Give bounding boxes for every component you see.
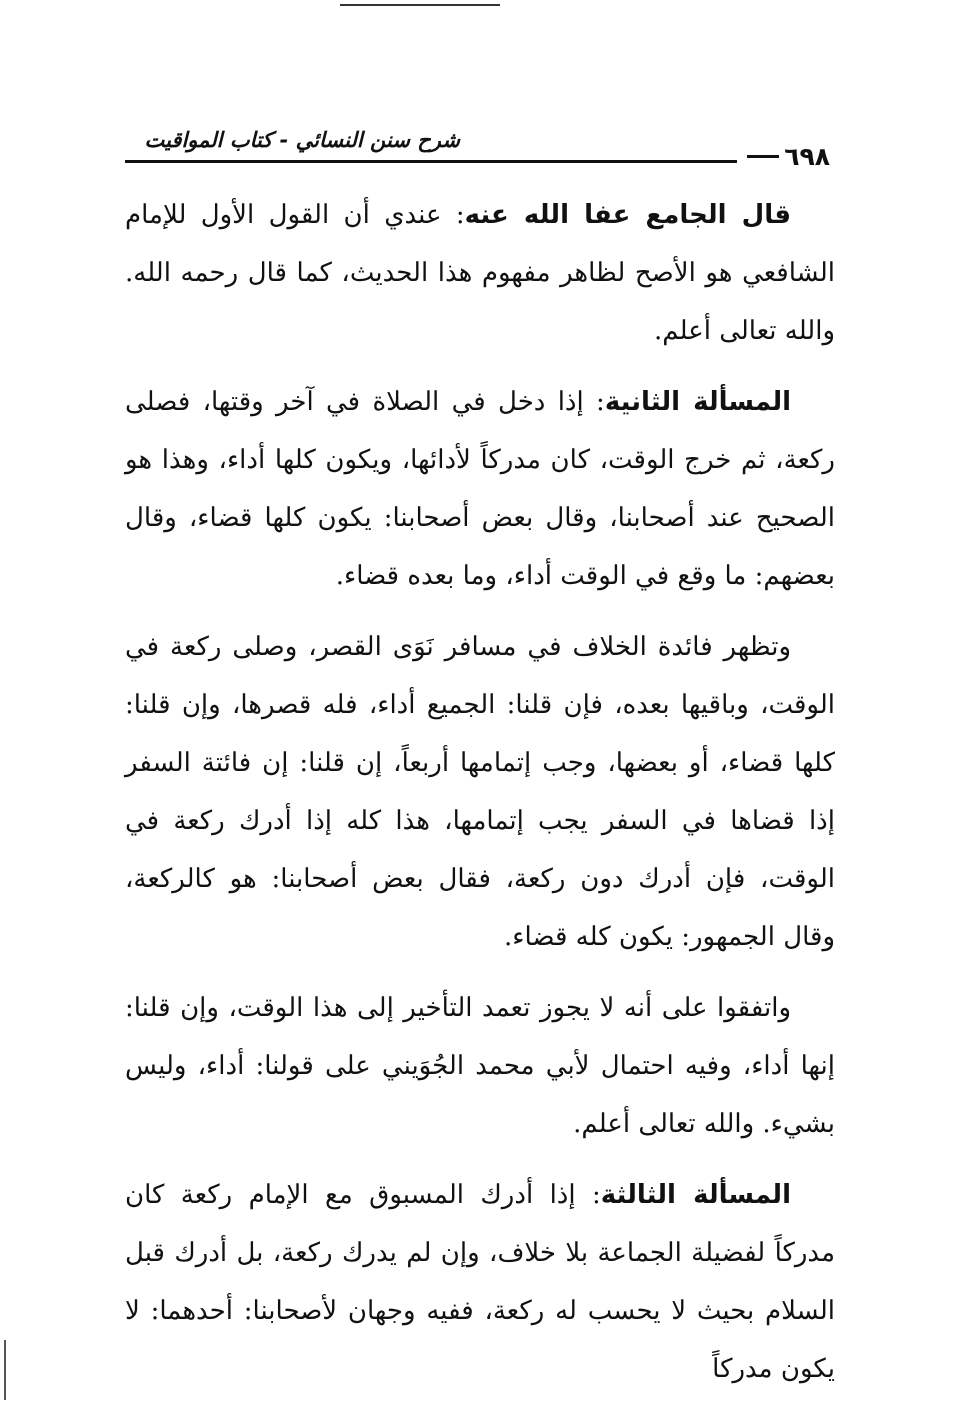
paragraph-text: وتظهر فائدة الخلاف في مسافر نَوَى القصر، وصلى ركعة في الوقت، وباقيها بعده، فإن قلنا: الجميع أداء، فله قصرها، وإن قلنا: كلها قضاء، أو بعضها، وجب إتمامها أربعاً، إن قلنا: إن فائتة السفر إذا قضاها في السفر يجب إتمامها، هذا كله إذا أدرك ركعة في الوقت، فإن أدرك دون ركعة، فقال بعض أصحابنا: هو كالركعة، وقال الجمهور: يكون كله قضاء. xyxy=(125,632,835,952)
paragraph-2 xyxy=(125,373,835,605)
running-title: شرح سنن النسائي - كتاب المواقيت xyxy=(144,128,460,152)
paragraph-text: : إذا أدرك المسبوق مع الإمام ركعة كان مدركاً لفضيلة الجماعة بلا خلاف، وإن لم يدرك ركعة، بل أدرك قبل السلام بحيث لا يحسب له ركعة، ففيه وجهان لأصحابنا: أحدهما: لا يكون مدركاً xyxy=(125,1180,835,1384)
paragraph-text: : إذا دخل في الصلاة في آخر وقتها، فصلى ركعة، ثم خرج الوقت، كان مدركاً لأدائها، ويكون كلها أداء، وهذا هو الصحيح عند أصحابنا، وقال بعض أصحابنا: يكون كلها قضاء، وقال بعضهم: ما وقع في الوقت أداء، وما بعده قضاء. xyxy=(125,387,835,591)
paragraph-1 xyxy=(125,186,835,360)
running-header xyxy=(125,120,830,176)
paragraph-3 xyxy=(125,618,835,966)
top-scan-rule xyxy=(340,4,500,6)
left-scan-edge xyxy=(4,1340,6,1400)
paragraph-lead: المسألة الثانية xyxy=(604,387,791,417)
paragraph-lead: المسألة الثالثة xyxy=(600,1180,791,1210)
page-number-dash xyxy=(747,155,779,158)
paragraph-text: واتفقوا على أنه لا يجوز تعمد التأخير إلى هذا الوقت، وإن قلنا: إنها أداء، وفيه احتمال لأبي محمد الجُوَيني على قولنا: أداء، وليس بشيء. والله تعالى أعلم. xyxy=(125,993,835,1139)
paragraph-5 xyxy=(125,1166,835,1398)
header-rule xyxy=(125,160,830,163)
paragraph-text: : عندي أن القول الأول للإمام الشافعي هو الأصح لظاهر مفهوم هذا الحديث، كما قال رحمه الله. والله تعالى أعلم. xyxy=(125,200,835,346)
paragraph-lead: قال الجامع عفا الله عنه xyxy=(464,200,791,230)
main-text xyxy=(125,186,835,1410)
page-number: ٦٩٨ xyxy=(784,142,830,171)
paragraph-4 xyxy=(125,979,835,1153)
page-number-group xyxy=(737,142,830,171)
